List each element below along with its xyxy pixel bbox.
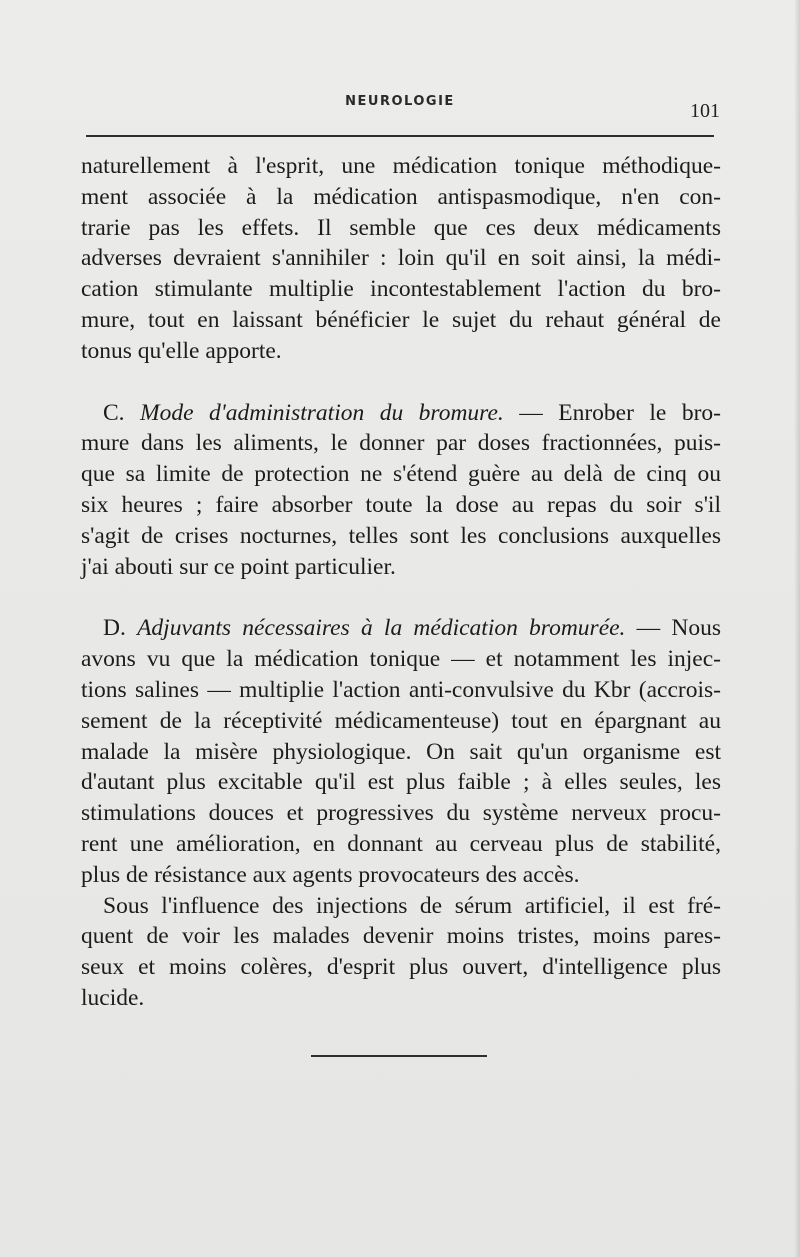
text-line: que sa limite de protection ne s'étend guère au delà de cinq ou [81, 461, 721, 488]
text-line: Sous l'influence des injections de sérum artificiel, il est fré- [103, 892, 721, 919]
text-line: ment associée à la médication antispasmodique, n'en con- [81, 183, 721, 210]
text-line: lucide. [81, 984, 145, 1011]
section-heading-line [81, 398, 721, 429]
text-line: trarie pas les effets. Il semble que ces deux médicaments [81, 214, 721, 241]
body-text [81, 151, 721, 1014]
section-heading-line [81, 613, 721, 644]
section-heading: Mode d'administration du bromure. [140, 399, 504, 426]
text-line: sement de la réceptivité médicamenteuse) tout en épargnant au [81, 707, 721, 734]
text-line: tonus qu'elle apporte. [81, 337, 282, 364]
paragraph-d [81, 613, 721, 890]
section-heading-rest: — Nous [625, 615, 721, 642]
page-edge-shadow [794, 0, 800, 1257]
text-line: d'autant plus excitable qu'il est plus faible ; à elles seules, les [81, 769, 721, 796]
text-line: rent une amélioration, en donnant au cerveau plus de stabilité, [81, 830, 721, 857]
text-line: mure, tout en laissant bénéficier le sujet du rehaut général de [81, 306, 721, 333]
text-line: avons vu que la médication tonique — et notamment les injec- [81, 646, 721, 673]
text-line: cation stimulante multiplie incontestablement l'action du bro- [81, 276, 721, 303]
text-line: six heures ; faire absorber toute la dose au repas du soir s'il [81, 491, 721, 518]
text-line: malade la misère physiologique. On sait qu'un organisme est [81, 738, 721, 765]
text-line: j'ai abouti sur ce point particulier. [81, 553, 396, 580]
text-line: stimulations douces et progressives du système nerveux procu- [81, 800, 721, 827]
text-line: tions salines — multiplie l'action anti-convulsive du Kbr (accrois- [81, 676, 721, 703]
header-rule [86, 135, 714, 137]
running-header-title: NEUROLOGIE [345, 94, 455, 109]
text-line: adverses devraient s'annihiler : loin qu'il en soit ainsi, la médi- [81, 245, 721, 272]
text-line: quent de voir les malades devenir moins tristes, moins pares- [81, 923, 721, 950]
section-letter: C. [103, 399, 141, 426]
paragraph-final [81, 891, 721, 1014]
paragraph-c [81, 398, 721, 583]
text-line: s'agit de crises nocturnes, telles sont les conclusions auxquelles [81, 522, 721, 549]
section-letter: D. [103, 615, 138, 642]
text-line: naturellement à l'esprit, une médication tonique méthodique- [81, 153, 721, 179]
text-line: plus de résistance aux agents provocateurs des accès. [81, 861, 580, 888]
section-heading-rest: — Enrober le bro- [503, 399, 721, 426]
section-heading: Adjuvants nécessaires à la médication bromurée. [137, 615, 626, 642]
section-end-rule [311, 1055, 487, 1057]
page-number: 101 [690, 100, 720, 122]
text-line: mure dans les aliments, le donner par doses fractionnées, puis- [81, 430, 721, 457]
paragraph-1 [81, 151, 721, 367]
text-line: seux et moins colères, d'esprit plus ouvert, d'intelligence plus [81, 954, 721, 981]
